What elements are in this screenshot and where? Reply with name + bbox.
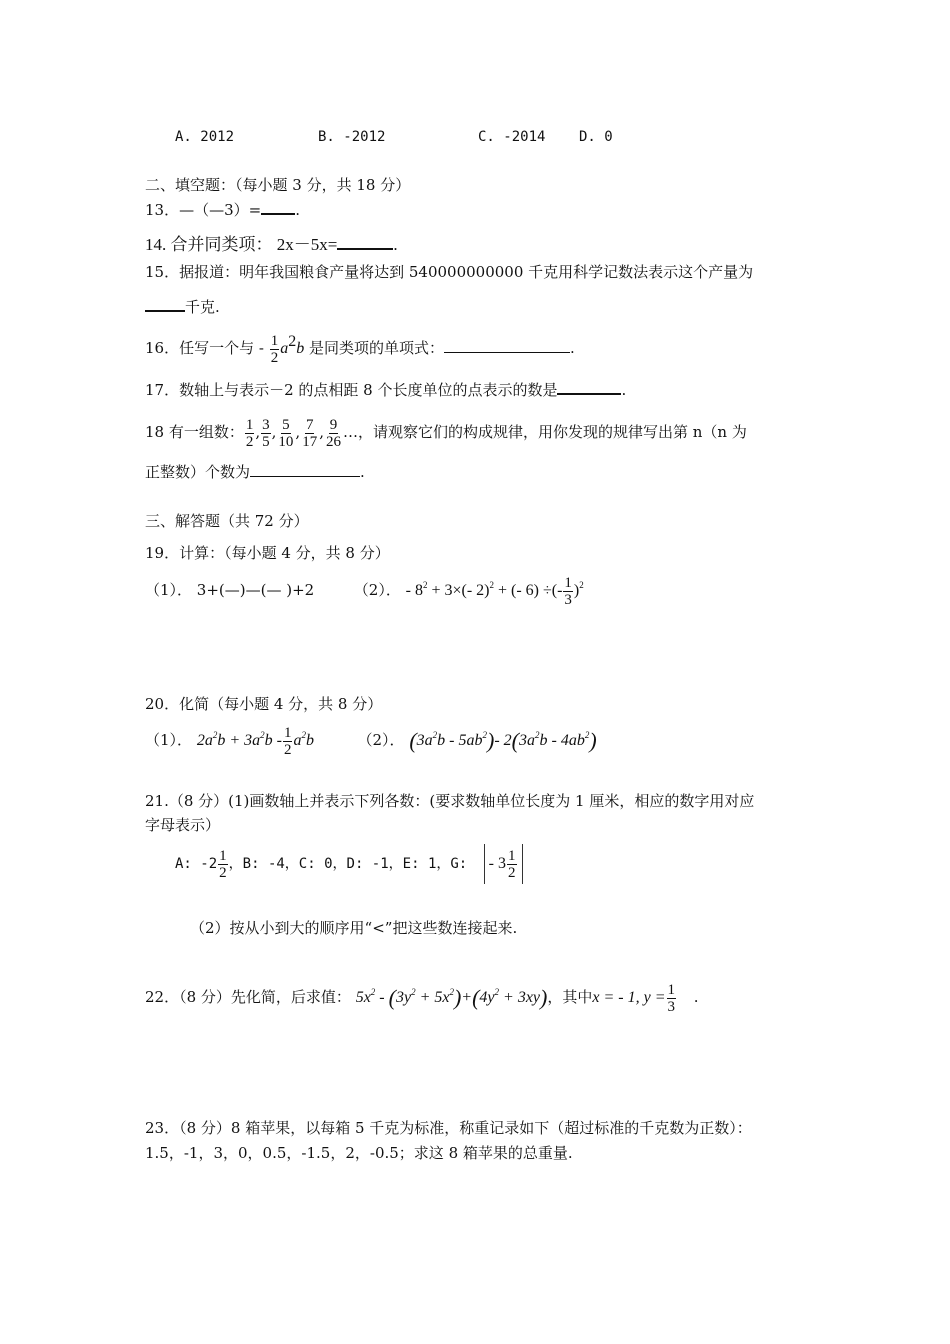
q20-title: 20．化简（每小题 4 分，共 8 分） [145, 695, 383, 713]
q20-part2-expr: $(3a^2b - 5ab^2)-$ $2(3a^2b - 4ab^2)$ [409, 728, 597, 753]
q13-end: . [295, 201, 300, 219]
q21-a-frac: $\frac{1}{2}$ [219, 847, 227, 881]
q19-parts [145, 570, 584, 611]
section3-title: 三、解答题（共 72 分） [145, 512, 309, 530]
q20-part2-label: （2）． [357, 731, 405, 749]
q15-line2 [145, 296, 220, 317]
q18-frac-3: $\frac{5}{10}$ [278, 416, 294, 450]
q19-part1: （1）． 3+(—)—(— )+2 [145, 581, 315, 599]
q13-blank [261, 199, 295, 215]
q21-line2: 字母表示） [145, 816, 221, 834]
question-13 [145, 199, 300, 220]
q21-line1: 21.（8 分）(1)画数轴上并表示下列各数：(要求数轴单位长度为 1 厘米，相应的数字用对应 [145, 792, 755, 810]
q14-end: . [393, 235, 398, 254]
q14-blank [337, 234, 393, 250]
q16-fraction: $\frac{1}{2}$ [270, 332, 279, 366]
q20-part1-label: （1）． [145, 731, 193, 749]
q16-blank [444, 338, 570, 353]
q19-part2-expr: - $8^2 + 3\times(-$ 2)$^2$ + (- 6) ÷(- $\frac{1}{3}$ )$^2$ [405, 574, 584, 608]
section2-title: 二、填空题：（每小题 3 分，共 18 分） [145, 176, 411, 194]
q16-suffix: 是同类项的单项式： [309, 339, 445, 357]
q19-title: 19．计算：（每小题 4 分，共 8 分） [145, 544, 390, 562]
q15-line1: 15．据报道：明年我国粮食产量将达到 540000000000 千克用科学记数法表示这个产量为 [145, 263, 754, 281]
question-16: 16．任写一个与 - $\frac{1}{2}$ $a^2b$ 是同类项的单项式： . [145, 332, 575, 366]
q18-blank [250, 462, 360, 477]
q22-mid: ，其中 [547, 988, 593, 1006]
q18-line2: 正整数）个数为 . [145, 463, 365, 481]
q22-prefix: 22．（8 分）先化简，后求值： [145, 988, 351, 1006]
q14-text: 14. 合并同类项： 2x－5x= [145, 235, 338, 254]
choice-a: A. 2012 [175, 129, 235, 145]
choice-d: D. 0 [579, 129, 613, 145]
question-14 [145, 234, 398, 255]
q18-frac-2: $\frac{3}{5}$ [262, 416, 270, 450]
q18-suffix: …，请观察它们的构成规律，用你发现的规律写出第 n（n 为 [342, 423, 747, 441]
q22-frac: $\frac{1}{3}$ [667, 981, 675, 1015]
q17-text: 17．数轴上与表示－2 的点相距 8 个长度单位的点表示的数是 [145, 381, 558, 399]
choice-c: C. -2014 [478, 129, 546, 145]
q15-blank [145, 296, 185, 312]
q17-blank [557, 379, 621, 395]
q21-items: A: -2 $\frac{1}{2}$ ，B: -4，C: 0，D: -1，E: 1，G: - 3 $\frac{1}{2}$ [175, 844, 523, 884]
q21-g-abs: - 3 $\frac{1}{2}$ [484, 844, 523, 884]
q18-frac-5: $\frac{9}{26}$ [325, 416, 341, 450]
q22-expr: $5x^2 - (3y^2 + 5x^2)+(4y^2 + 3xy)$ [355, 985, 548, 1010]
q20-parts [145, 720, 597, 761]
q18-frac-1: $\frac{1}{2}$ [245, 416, 254, 450]
q15-unit: 千克. [185, 298, 220, 316]
q23-line1: 23．（8 分）8 箱苹果，以每箱 5 千克为标准，称重记录如下（超过标准的千克数为正数）： [145, 1119, 752, 1137]
q22-condition: x = - 1, y = [592, 989, 666, 1006]
q13-text: 13．—（—3）= [145, 201, 262, 219]
q18-prefix: 18 有一组数： [145, 423, 244, 441]
question-22: 22．（8 分）先化简，后求值： $5x^2 - (3y^2 + 5x^2)+(4y^2 + 3xy)$，其中x = - 1, y = $\frac{1}{3}$ . [145, 981, 699, 1015]
choice-b: B. -2012 [318, 129, 386, 145]
q19-part2-label: （2）． [353, 581, 401, 599]
q23-line2: 1.5，-1，3，0，0.5，-1.5，2，-0.5；求这 8 箱苹果的总重量. [145, 1144, 573, 1162]
q18-frac-4: $\frac{7}{17}$ [302, 416, 318, 450]
q16-prefix: 16．任写一个与 - [145, 339, 264, 357]
question-17: 17．数轴上与表示－2 的点相距 8 个长度单位的点表示的数是 . [145, 381, 627, 399]
q21-part2: （2）按从小到大的顺序用“<”把这些数连接起来. [190, 919, 518, 937]
question-18: 18 有一组数： $\frac{1}{2}$ , $\frac{3}{5}$ , $\frac{5}{10}$ , $\frac{7}{17}$ , $\frac{9}{26}$ …，请观察它们的构成规律，用你发现的规律写出第 n（n 为 [145, 416, 747, 450]
q20-part1-expr: $2a^2b + 3a^2b$ - $\frac{1}{2}$ $a^2b$ [196, 724, 314, 758]
